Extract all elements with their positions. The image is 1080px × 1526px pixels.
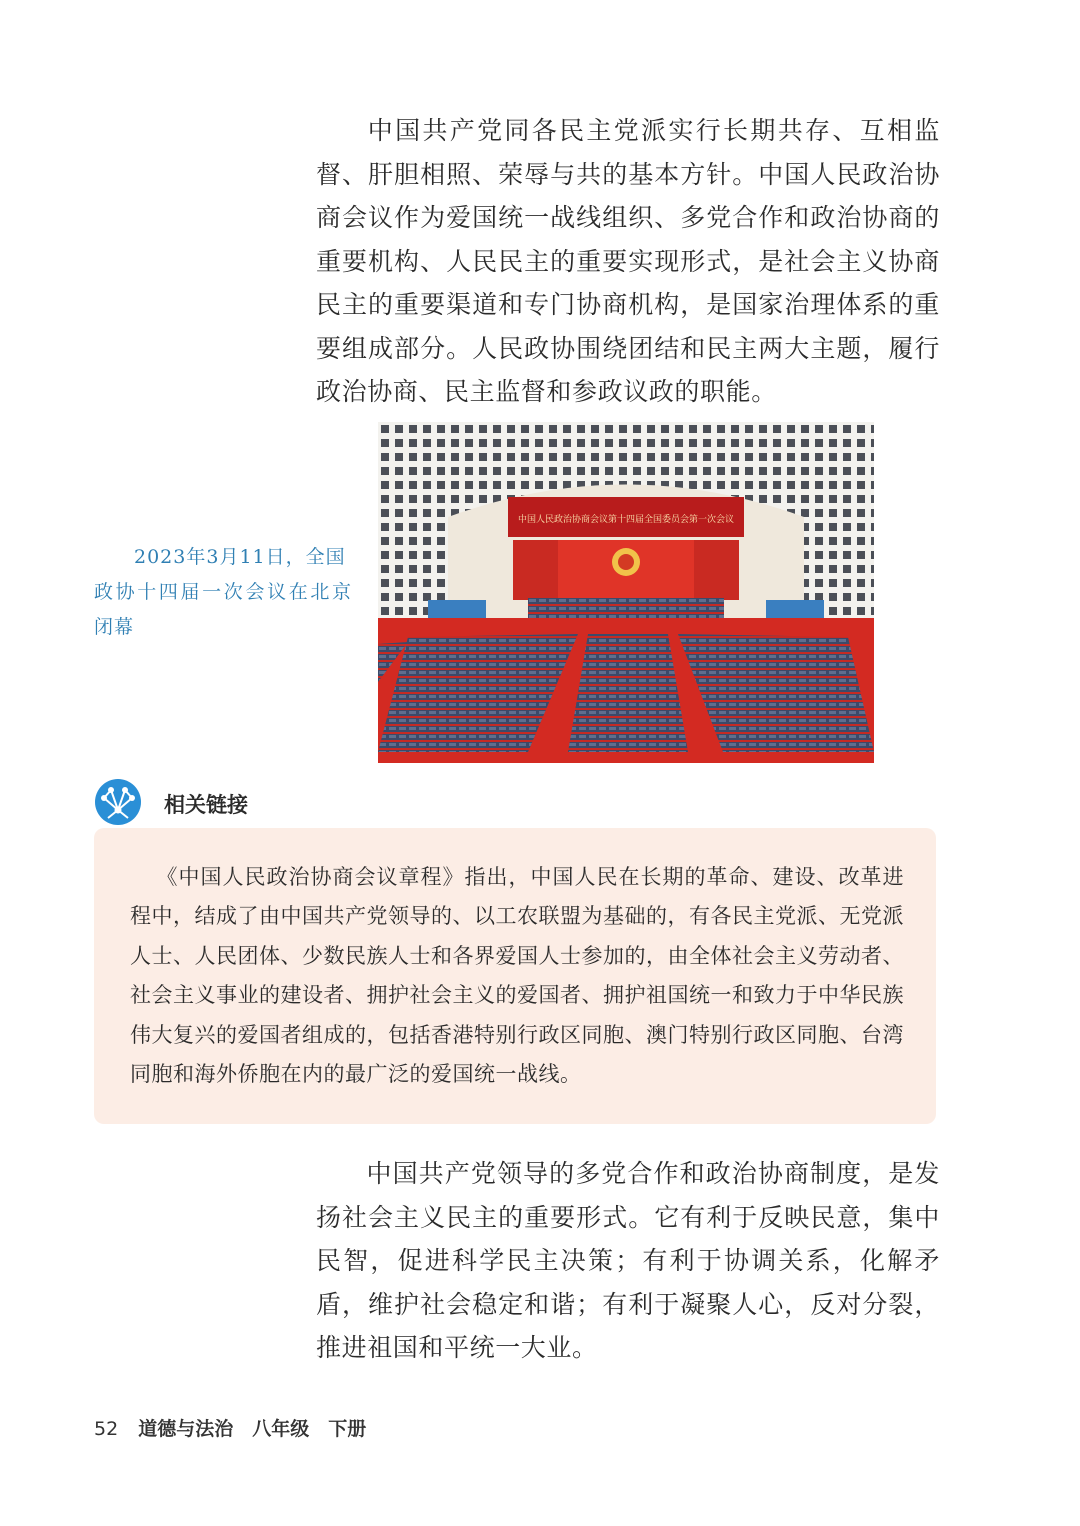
cppcc-session-photo: [378, 422, 874, 763]
network-icon: [94, 778, 142, 826]
body-paragraph-1: [316, 109, 940, 414]
page-number: 52: [94, 1418, 119, 1440]
body-paragraph-2: [316, 1152, 940, 1370]
related-link-title: 相关链接: [164, 793, 248, 817]
photo-caption: [94, 540, 352, 645]
related-link-text-body: 《中国人民政治协商会议章程》指出，中国人民在长期的革命、建设、改革进程中，结成了由中国共产党领导的、以工农联盟为基础的，有各民主党派、无党派人士、人民团体、少数民族人士和各界爱国人士参加的，由全体社会主义劳动者、社会主义事业的建设者、拥护社会主义的爱国者、拥护祖国统一和致力于中华民族伟大复兴的爱国者组成的，包括香港特别行政区同胞、澳门特别行政区同胞、台湾同胞和海外侨胞在内的最广泛的爱国统一战线。: [130, 865, 904, 1087]
photo-caption-line1: 2023年3月11日，全国: [134, 546, 346, 568]
related-link-box: [94, 828, 936, 1124]
body-paragraph-2-text: 中国共产党领导的多党合作和政治协商制度，是发扬社会主义民主的重要形式。它有利于反映民意，集中民智，促进科学民主决策；有利于协调关系，化解矛盾，维护社会稳定和谐；有利于凝聚人心，反对分裂，推进祖国和平统一大业。: [316, 1159, 940, 1362]
photo-banner-text: 中国人民政治协商会议第十四届全国委员会第一次会议: [517, 515, 735, 525]
page-footer: [94, 1414, 366, 1441]
body-paragraph-1-text: 中国共产党同各民主党派实行长期共存、互相监督、肝胆相照、荣辱与共的基本方针。中国人民政治协商会议作为爱国统一战线组织、多党合作和政治协商的重要机构、人民民主的重要实现形式，是社会主义协商民主的重要渠道和专门协商机构，是国家治理体系的重要组成部分。人民政协围绕团结和民主两大主题，履行政治协商、民主监督和参政议政的职能。: [316, 116, 940, 406]
photo-caption-rest: 政协十四届一次会议在北京闭幕: [94, 581, 352, 638]
book-title: 道德与法治 八年级 下册: [138, 1418, 367, 1440]
related-link-text: [130, 858, 904, 1094]
